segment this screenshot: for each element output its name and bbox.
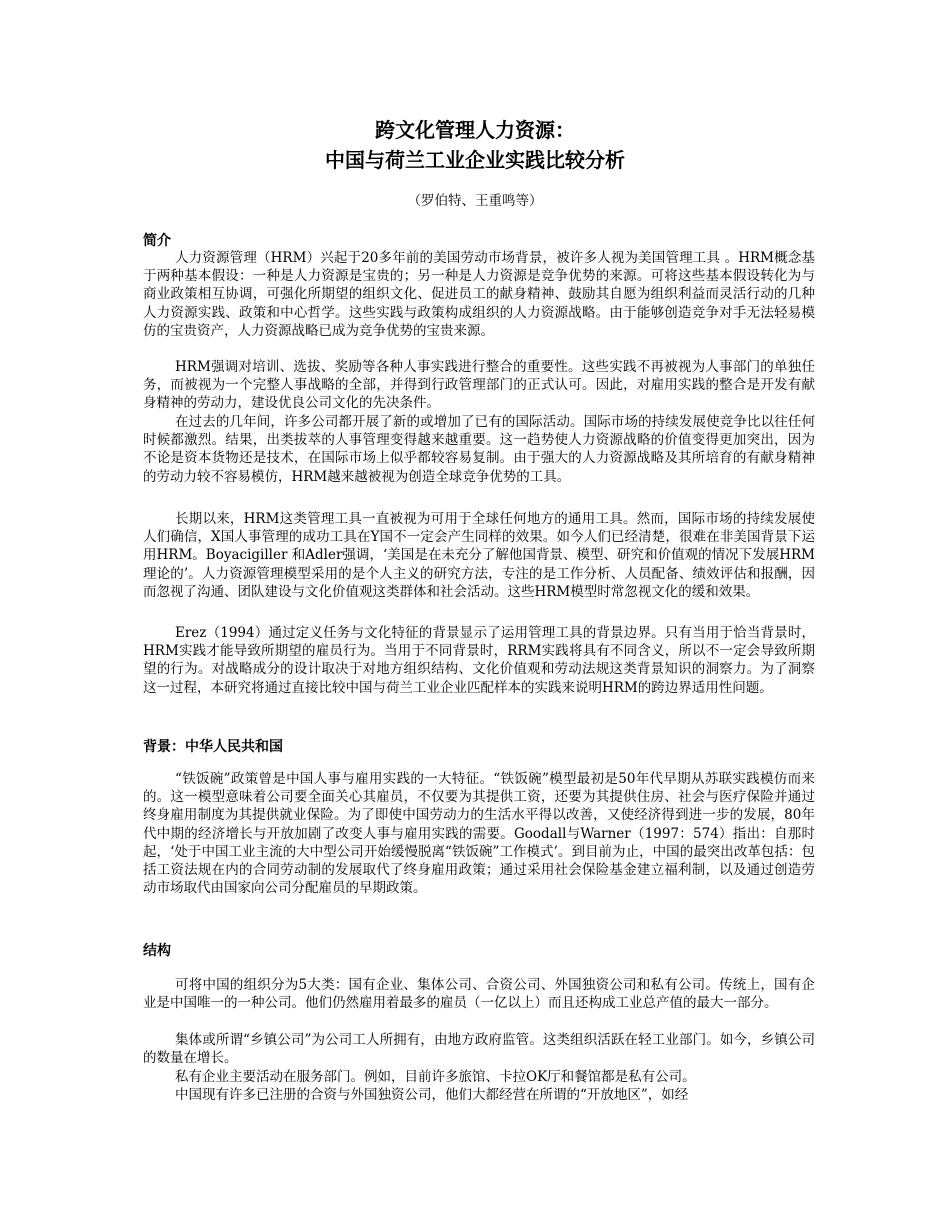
section-heading-background: 背景：中华人民共和国 xyxy=(143,739,283,755)
intro-paragraph-3: 在过去的几年间，许多公司都开展了新的或增加了已有的国际活动。国际市场的持续发展使竞争比以往任何时候都激烈。结果，出类拔萃的人事管理变得越来越重要。这一趋势使人力资源战略的价值变得更加突出，因为不论是资本货物还是技术，在国际市场上似乎都较容易复制。由于强大的人力资源战略及其所培育的有献身精神的劳动力较不容易模仿，HRM越来越被视为创造全球竞争优势的工具。 xyxy=(143,414,815,485)
intro-paragraph-1: 人力资源管理（HRM）兴起于20多年前的美国劳动市场背景，被许多人视为美国管理工具 。HRM概念基于两种基本假设：一种是人力资源是宝贵的；另一种是人力资源是竞争优势的来源。可将这些基本假设转化为与商业政策相互协调，可强化所期望的组织文化、促进员工的献身精神、鼓励其自愿为组织利益而灵活行动的几种人力资源实践、政策和中心哲学。这些实践与政策构成组织的人力资源战略。由于能够创造竞争对手无法轻易模仿的宝贵资产，人力资源战略已成为竞争优势的宝贵来源。 xyxy=(143,250,815,339)
structure-paragraph-4: 中国现有许多已注册的合资与外国独资公司，他们大都经营在所谓的“开放地区”，如经 xyxy=(175,1087,689,1103)
structure-paragraph-3: 私有企业主要活动在服务部门。例如，目前许多旅馆、卡拉OK厅和餐馆都是私有公司。 xyxy=(175,1069,696,1085)
structure-paragraph-2: 集体或所谓“乡镇公司”为公司工人所拥有，由地方政府监管。这类组织活跃在轻工业部门。如今，乡镇公司的数量在增长。 xyxy=(143,1032,815,1067)
intro-paragraph-5: Erez（1994）通过定义任务与文化特征的背景显示了运用管理工具的背景边界。只有当用于恰当背景时，HRM实践才能导致所期望的雇员行为。当用于不同背景时，RRM实践将具有不同含义，所以不一定会导致所期望的行为。对战略成分的设计取决于对地方组织结构、文化价值观和劳动法规这类背景知识的洞察力。为了洞察这一过程，本研究将通过直接比较中国与荷兰工业企业匹配样本的实践来说明HRM的跨边界适用性问题。 xyxy=(143,625,815,696)
title-line-2: 中国与荷兰工业企业实践比较分析 xyxy=(325,148,625,172)
section-heading-intro: 简介 xyxy=(143,233,171,249)
authors-line: （罗伯特、王重鸣等） xyxy=(407,193,543,209)
intro-paragraph-4: 长期以来，HRM这类管理工具一直被视为可用于全球任何地方的通用工具。然而，国际市场的持续发展使人们确信，X国人事管理的成功工具在Y国不一定会产生同样的效果。如今人们已经清楚，很难在非美国背景下运用HRM。Boyacigiller 和Adler强调，‘美国是在未充分了解他国背景、模型、研究和价值观的情况下发展HRM理论的’。人力资源管理模型采用的是个人主义的研究方法，专注的是工作分析、人员配备、绩效评估和报酬，因而忽视了沟通、团队建设与文化价值观这类群体和社会活动。这些HRM模型时常忽视文化的缓和效果。 xyxy=(143,511,815,600)
background-paragraph-1: “铁饭碗”政策曾是中国人事与雇用实践的一大特征。“铁饭碗”模型最初是50年代早期从苏联实践模仿而来的。这一模型意味着公司要全面关心其雇员，不仅要为其提供工资，还要为其提供住房、社会与医疗保险并通过终身雇用制度为其提供就业保险。为了即使中国劳动力的生活水平得以改善，又使经济得到进一步的发展，80年代中期的经济增长与开放加剧了改变人事与雇用实践的需要。Goodall与Warner（1997：574）指出：自那时起，‘处于中国工业主流的大中型公司开始缓慢脱离“铁饭碗”工作模式’。到目前为止，中国的最突出改革包括：包括工资法规在内的合同劳动制的发展取代了终身雇用政策；通过采用社会保险基金建立福利制，以及通过创造劳动市场取代由国家向公司分配雇员的早期政策。 xyxy=(143,771,815,897)
intro-paragraph-2: HRM强调对培训、选拔、奖励等各种人事实践进行整合的重要性。这些实践不再被视为人事部门的单独任务，而被视为一个完整人事战略的全部，并得到行政管理部门的正式认可。因此，对雇用实践的整合是开发有献身精神的劳动力，建设优良公司文化的先决条件。 xyxy=(143,359,815,412)
section-heading-structure: 结构 xyxy=(143,943,171,959)
title-line-1: 跨文化管理人力资源： xyxy=(375,118,575,142)
structure-paragraph-1: 可将中国的组织分为5大类：国有企业、集体公司、合资公司、外国独资公司和私有公司。传统上，国有企业是中国唯一的一种公司。他们仍然雇用着最多的雇员（一亿以上）而且还构成工业总产值的最大一部分。 xyxy=(143,977,815,1012)
